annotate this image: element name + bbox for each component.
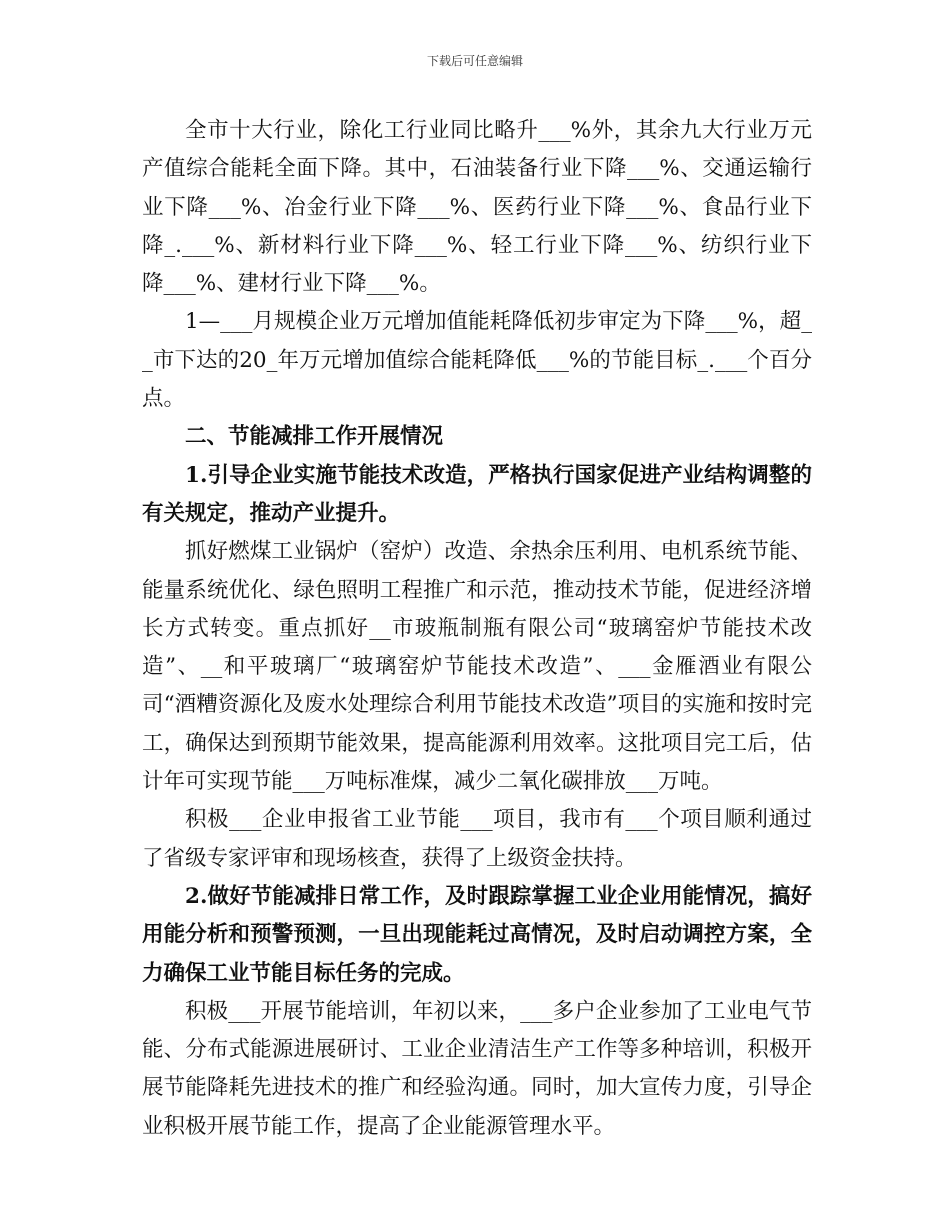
document-body [142, 112, 812, 1146]
page-header: 下载后可任意编辑 [426, 54, 523, 68]
paragraph-industry-energy: 全市十大行业，除化工行业同比略升___%外，其余九大行业万元产值综合能耗全面下降。其中，石油装备行业下降___%、交通运输行业下降___%、冶金行业下降___%、医药行业下降___%、食品行业下降_.___%、新材料行业下降___%、轻工行业下降___%、纺织行业下降___%、建材行业下降___%。 [142, 118, 812, 297]
paragraph-key-projects: 抓好燃煤工业锅炉（窑炉）改造、余热余压利用、电机系统节能、能量系统优化、绿色照明工程推广和示范，推动技术节能，促进经济增长方式转变。重点抓好__市玻瓶制瓶有限公司“玻璃窑炉节能技术改造”、__和平玻璃厂“玻璃窑炉节能技术改造”、___金雁酒业有限公司“酒糟资源化及废水处理综合利用节能技术改造”项目的实施和按时完工，确保达到预期节能效果，提高能源利用效率。这批项目完工后，估计年可实现节能___万吨标准煤，减少二氧化碳排放___万吨。 [142, 539, 812, 795]
subheading-technical-renovation: 1.引导企业实施节能技术改造，严格执行国家促进产业结构调整的有关规定，推动产业提升。 [142, 462, 812, 526]
paragraph-energy-target: 1—___月规模企业万元增加值能耗降低初步审定为下降___%，超__市下达的20_年万元增加值综合能耗降低___%的节能目标_.___个百分点。 [142, 309, 812, 412]
section-heading: 二、节能减排工作开展情况 [185, 424, 444, 450]
paragraph-provincial-projects: 积极___企业申报省工业节能___项目，我市有___个项目顺利通过了省级专家评审和现场核查，获得了上级资金扶持。 [142, 807, 812, 871]
subheading-daily-work: 2.做好节能减排日常工作，及时跟踪掌握工业企业用能情况，搞好用能分析和预警预测，一旦出现能耗过高情况，及时启动调控方案，全力确保工业节能目标任务的完成。 [142, 883, 812, 986]
paragraph-training: 积极___开展节能培训，年初以来，___多户企业参加了工业电气节能、分布式能源进展研讨、工业企业清洁生产工作等多种培训，积极开展节能降耗先进技术的推广和经验沟通。同时，加大宣传力度，引导企业积极开展节能工作，提高了企业能源管理水平。 [142, 998, 812, 1139]
